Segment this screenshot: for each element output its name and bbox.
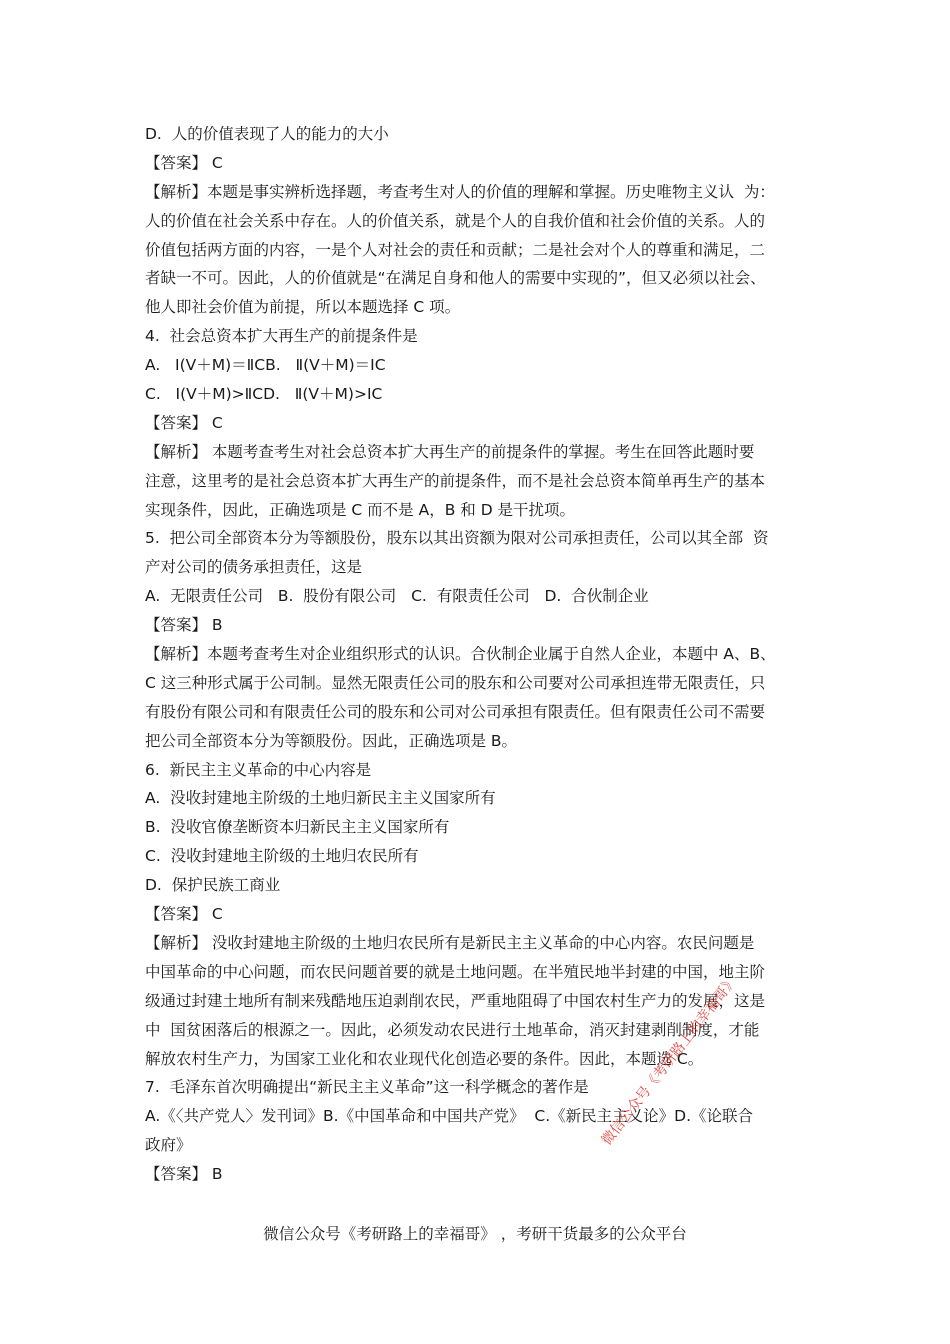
question-line: 4. 社会总资本扩大再生产的前提条件是 xyxy=(145,327,418,346)
question-line: 6. 新民主主义革命的中心内容是 xyxy=(145,760,372,779)
watermark-stamp: 微信公众号《考研路上的幸福哥》 xyxy=(598,973,741,1149)
option-line: C. Ⅰ(V＋M)>ⅡCD. Ⅱ(V＋M)>ⅠC xyxy=(145,385,383,404)
answer-line: 【答案】 C xyxy=(145,905,223,924)
answer-line: 【答案】 B xyxy=(145,1165,223,1184)
analysis-line: C 这三种形式属于公司制。显然无限责任公司的股东和公司要对公司承担连带无限责任，只 xyxy=(145,673,766,692)
option-line: A.《〈共产党人〉发刊词》B.《中国革命和中国共产党》 C.《新民主主义论》D.《论联合 xyxy=(145,1107,754,1126)
analysis-line: 级通过封建土地所有制来残酷地压迫剥削农民，严重地阻碍了中国农村生产力的发展，这是 xyxy=(145,991,766,1010)
analysis-line: 注意，这里考的是社会总资本扩大再生产的前提条件，而不是社会总资本简单再生产的基本 xyxy=(145,471,766,490)
option-line: D. 保护民族工商业 xyxy=(145,876,281,895)
analysis-line: 有股份有限公司和有限责任公司的股东和公司对公司承担有限责任。但有限责任公司不需要 xyxy=(145,702,766,721)
option-line: A. 没收封建地主阶级的土地归新民主主义国家所有 xyxy=(145,789,496,808)
question-line: 7. 毛泽东首次明确提出“新民主主义革命”这一科学概念的著作是 xyxy=(145,1078,589,1097)
option-line: 政府》 xyxy=(145,1136,192,1155)
analysis-line: 解放农村生产力，为国家工业化和农业现代化创造必要的条件。因此，本题选 C。 xyxy=(145,1049,704,1068)
answer-line: 【答案】 C xyxy=(145,413,223,432)
option-line: A. 无限责任公司 B. 股份有限公司 C. 有限责任公司 D. 合伙制企业 xyxy=(145,587,649,606)
analysis-line: 人的价值在社会关系中存在。人的价值关系，就是个人的自我价值和社会价值的关系。人的 xyxy=(145,211,766,230)
analysis-line: 者缺一不可。因此，人的价值就是“在满足自身和他人的需要中实现的”，但又必须以社会、 xyxy=(145,269,766,288)
document-body xyxy=(145,120,810,1189)
analysis-line: 价值包括两方面的内容，一是个人对社会的责任和贡献；二是社会对个人的尊重和满足，二 xyxy=(145,240,766,259)
page-footer: 微信公众号《考研路上的幸福哥》 ，考研干货最多的公众平台 xyxy=(263,1225,687,1243)
option-line: C. 没收封建地主阶级的土地归农民所有 xyxy=(145,847,419,866)
analysis-line: 【解析】本题是事实辨析选择题，考查考生对人的价值的理解和掌握。历史唯物主义认 为： xyxy=(145,182,775,201)
analysis-line: 【解析】 本题考查考生对社会总资本扩大再生产的前提条件的掌握。考生在回答此题时要 xyxy=(145,442,755,461)
analysis-line: 【解析】 没收封建地主阶级的土地归农民所有是新民主主义革命的中心内容。农民问题是 xyxy=(145,933,755,952)
question-line: 5. 把公司全部资本分为等额股份，股东以其出资额为限对公司承担责任，公司以其全部 资 xyxy=(145,529,769,548)
analysis-line: 把公司全部资本分为等额股份。因此，正确选项是 B。 xyxy=(145,731,518,750)
analysis-line: 他人即社会价值为前提，所以本题选择 C 项。 xyxy=(145,298,461,317)
analysis-line: 【解析】本题考查考生对企业组织形式的认识。合伙制企业属于自然人企业，本题中 A、B、 xyxy=(145,645,776,664)
option-line: D. 人的价值表现了人的能力的大小 xyxy=(145,125,389,143)
analysis-line: 中国革命的中心问题，而农民问题首要的就是土地问题。在半殖民地半封建的中国，地主阶 xyxy=(145,962,766,981)
analysis-line: 中 国贫困落后的根源之一。因此，必须发动农民进行土地革命，消灭封建剥削制度，才能 xyxy=(145,1020,760,1039)
question-line: 产对公司的债务承担责任，这是 xyxy=(145,558,363,577)
option-line: B. 没收官僚垄断资本归新民主主义国家所有 xyxy=(145,818,450,837)
answer-line: 【答案】 B xyxy=(145,616,223,635)
answer-line: 【答案】 C xyxy=(145,153,223,172)
analysis-line: 实现条件，因此，正确选项是 C 而不是 A，B 和 D 是干扰项。 xyxy=(145,500,576,519)
option-line: A. Ⅰ(V＋M)＝ⅡCB. Ⅱ(V＋M)＝ⅠC xyxy=(145,356,386,375)
